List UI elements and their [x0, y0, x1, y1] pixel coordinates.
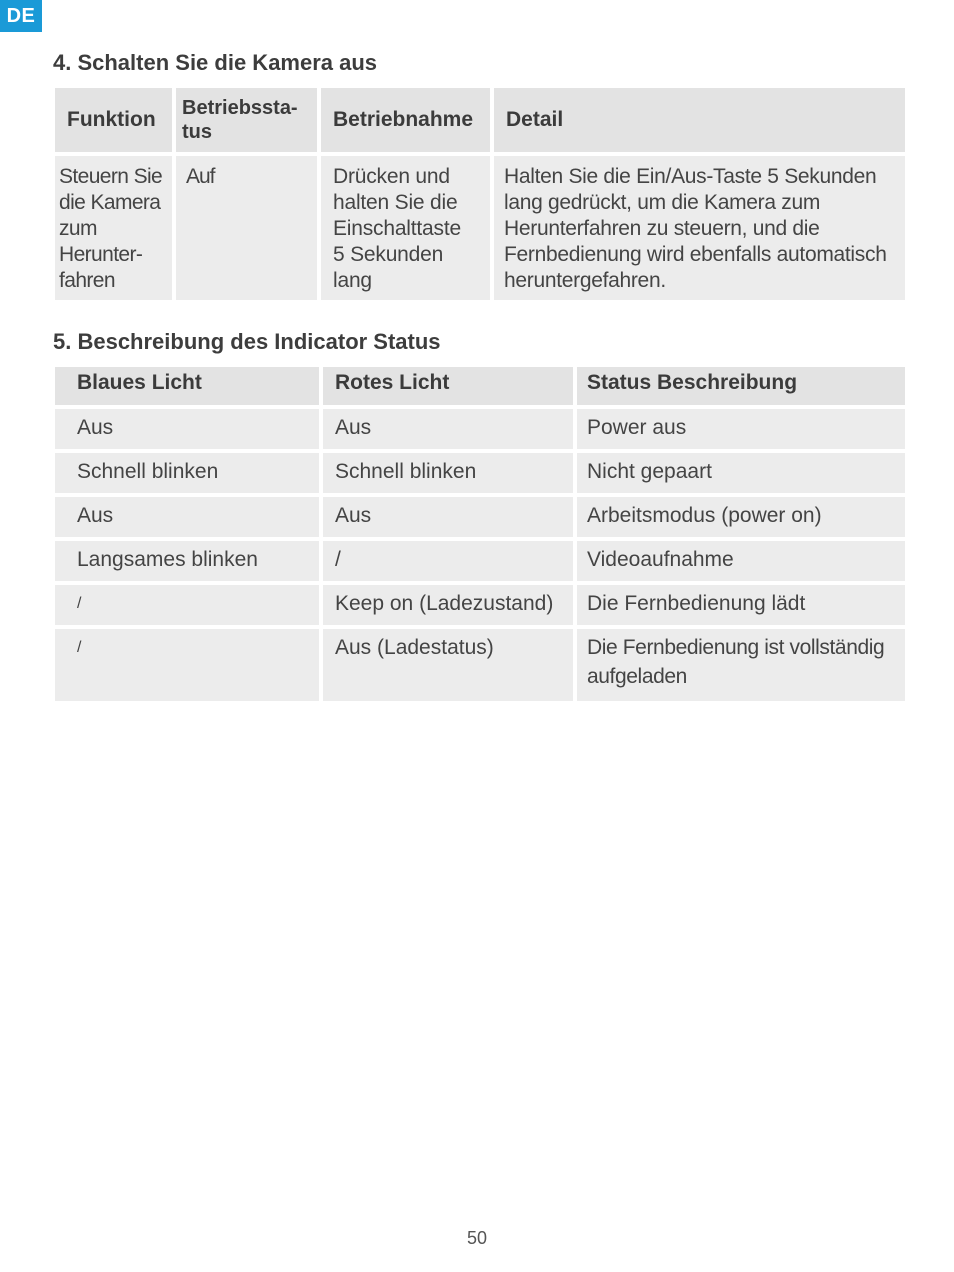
table-row — [55, 156, 905, 300]
header-betriebsstatus: Betriebssta- tus — [176, 88, 317, 152]
cell-betriebsstatus: Auf — [176, 156, 317, 300]
power-off-table — [51, 84, 909, 304]
cell-rotes-licht: Aus (Ladestatus) — [323, 629, 573, 701]
header-betriebnahme: Betriebnahme — [321, 88, 490, 152]
cell-status: Nicht gepaart — [577, 453, 905, 493]
header-rotes-licht: Rotes Licht — [323, 367, 573, 405]
table-row — [55, 409, 905, 449]
cell-funktion: Steuern Sie die Kamera zum Herunter- fahren — [55, 156, 172, 300]
cell-blaues-licht: Aus — [55, 497, 319, 537]
page-number: 50 — [466, 1228, 488, 1248]
cell-status: Die Fernbedienung ist vollständig aufgeladen — [577, 629, 905, 701]
cell-detail: Halten Sie die Ein/Aus-Taste 5 Sekunden lang gedrückt, um die Kamera zum Herunterfahren zu steuern, und die Fernbedienung wird ebenfalls automatisch heruntergefahren. — [494, 156, 905, 300]
table-row — [55, 453, 905, 493]
cell-blaues-licht: Schnell blinken — [55, 453, 319, 493]
section-5-title: 5. Beschreibung des Indicator Status — [53, 329, 441, 354]
cell-status: Videoaufnahme — [577, 541, 905, 581]
indicator-status-table — [51, 363, 909, 705]
section-4-title: 4. Schalten Sie die Kamera aus — [53, 50, 378, 75]
cell-status: Die Fernbedienung lädt — [577, 585, 905, 625]
language-tab: DE — [0, 0, 42, 32]
cell-betriebnahme: Drücken und halten Sie die Einschalttaste 5 Sekunden lang — [321, 156, 490, 300]
table-row — [55, 585, 905, 625]
table-row — [55, 497, 905, 537]
cell-status: Power aus — [577, 409, 905, 449]
header-status-beschreibung: Status Beschreibung — [577, 367, 905, 405]
cell-rotes-licht: Aus — [323, 409, 573, 449]
header-detail: Detail — [494, 88, 905, 152]
cell-rotes-licht: Aus — [323, 497, 573, 537]
table-header-row — [55, 88, 905, 152]
cell-blaues-licht: / — [55, 629, 319, 701]
cell-blaues-licht: / — [55, 585, 319, 625]
header-funktion: Funktion — [55, 88, 172, 152]
cell-rotes-licht: Schnell blinken — [323, 453, 573, 493]
cell-status: Arbeitsmodus (power on) — [577, 497, 905, 537]
table-header-row — [55, 367, 905, 405]
cell-rotes-licht: Keep on (Ladezustand) — [323, 585, 573, 625]
table-row — [55, 541, 905, 581]
table-row — [55, 629, 905, 701]
header-blaues-licht: Blaues Licht — [55, 367, 319, 405]
cell-rotes-licht: / — [323, 541, 573, 581]
cell-blaues-licht: Aus — [55, 409, 319, 449]
cell-blaues-licht: Langsames blinken — [55, 541, 319, 581]
